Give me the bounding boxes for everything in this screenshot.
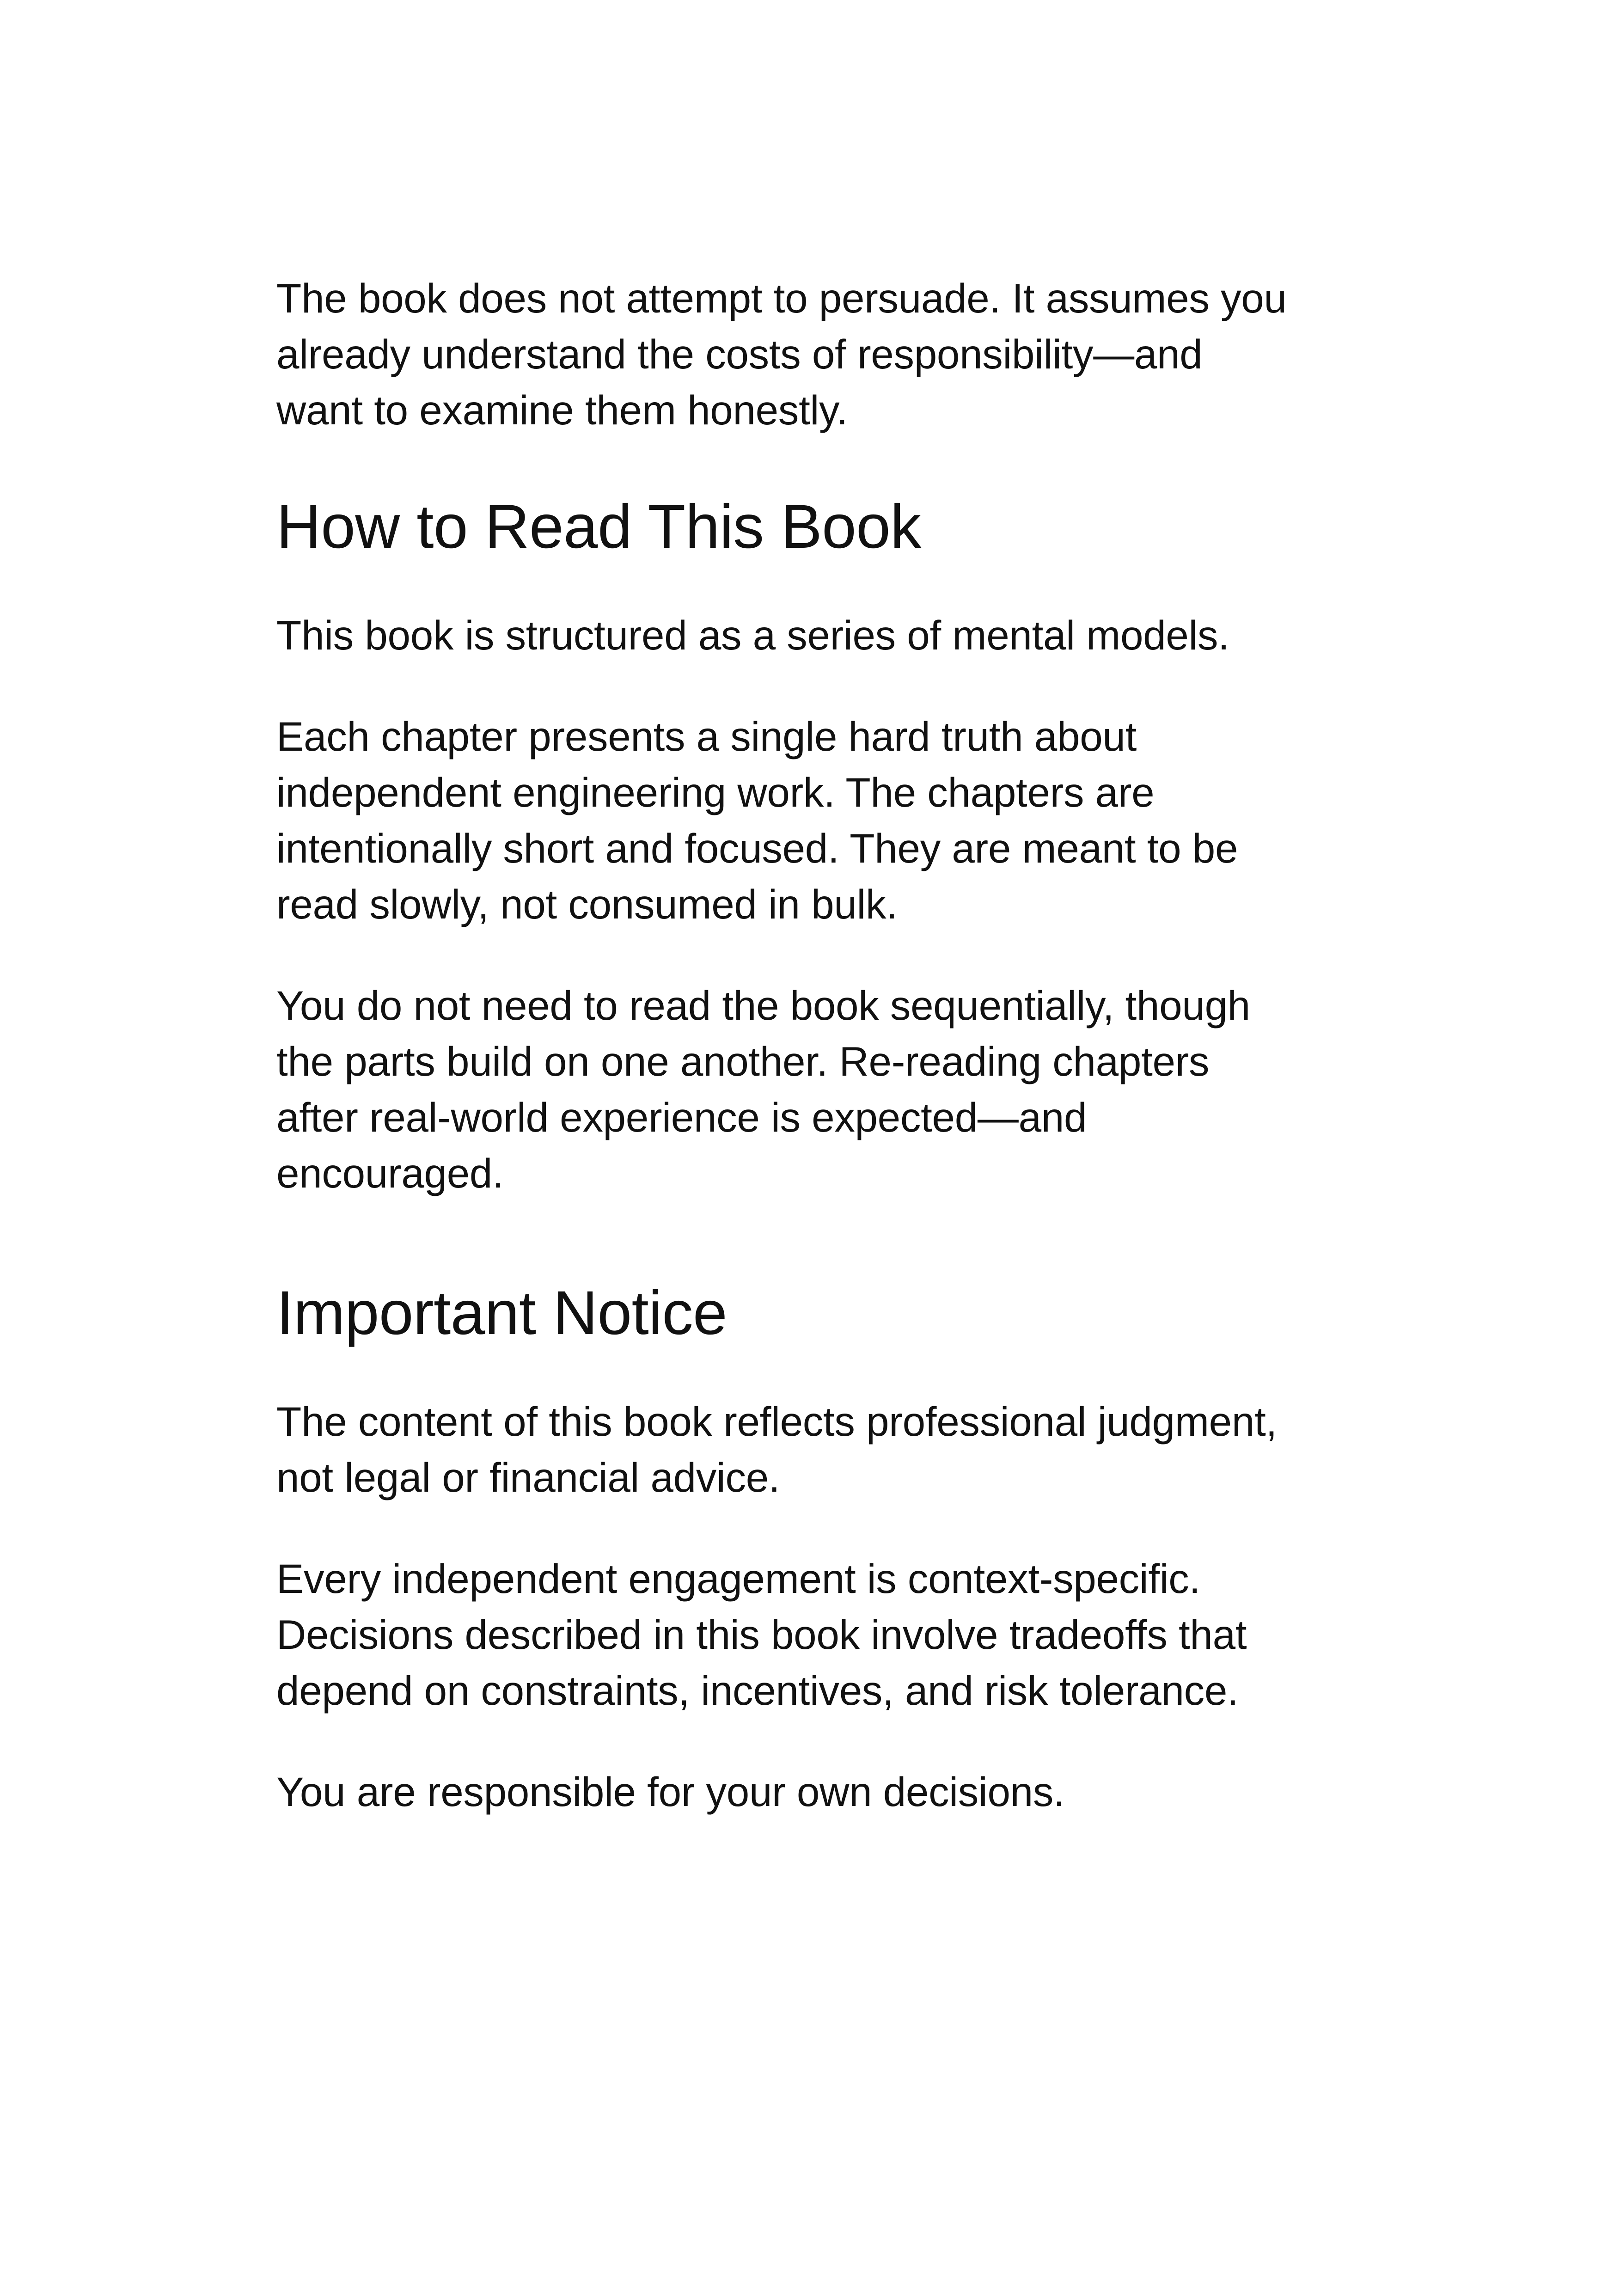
how-to-read-paragraph-3 <box>276 978 1353 1201</box>
paragraph-line: Decisions described in this book involve tradeoffs that <box>276 1611 1247 1658</box>
notice-paragraph-3 <box>276 1764 1353 1820</box>
paragraph-line: intentionally short and focused. They are meant to be <box>276 825 1238 871</box>
paragraph-line: not legal or financial advice. <box>276 1454 780 1500</box>
intro-line: The book does not attempt to persuade. It assumes you <box>276 275 1287 321</box>
intro-paragraph <box>276 270 1353 438</box>
how-to-read-paragraph-2 <box>276 709 1353 932</box>
intro-line: already understand the costs of responsibility—and <box>276 331 1203 377</box>
paragraph-line: encouraged. <box>276 1150 504 1196</box>
paragraph-line: after real-world experience is expected—and <box>276 1094 1087 1140</box>
notice-paragraph-2 <box>276 1551 1353 1719</box>
paragraph-line: depend on constraints, incentives, and risk tolerance. <box>276 1667 1239 1714</box>
paragraph-line: This book is structured as a series of mental models. <box>276 612 1229 658</box>
paragraph-line: Every independent engagement is context-specific. <box>276 1555 1200 1602</box>
paragraph-line: Each chapter presents a single hard truth about <box>276 713 1137 759</box>
paragraph-line: The content of this book reflects professional judgment, <box>276 1398 1277 1445</box>
paragraph-line: You do not need to read the book sequentially, though <box>276 982 1250 1029</box>
paragraph-line: You are responsible for your own decisions. <box>276 1769 1065 1815</box>
paragraph-line: independent engineering work. The chapters are <box>276 769 1155 815</box>
paragraph-line: the parts build on one another. Re-reading chapters <box>276 1038 1210 1084</box>
page-content <box>276 270 1353 1820</box>
notice-paragraph-1 <box>276 1394 1353 1506</box>
paragraph-line: read slowly, not consumed in bulk. <box>276 881 898 927</box>
intro-line: want to examine them honestly. <box>276 387 848 433</box>
section-heading-important-notice: Important Notice <box>276 1279 728 1347</box>
how-to-read-paragraph-1 <box>276 607 1353 663</box>
section-heading-how-to-read: How to Read This Book <box>276 492 921 561</box>
